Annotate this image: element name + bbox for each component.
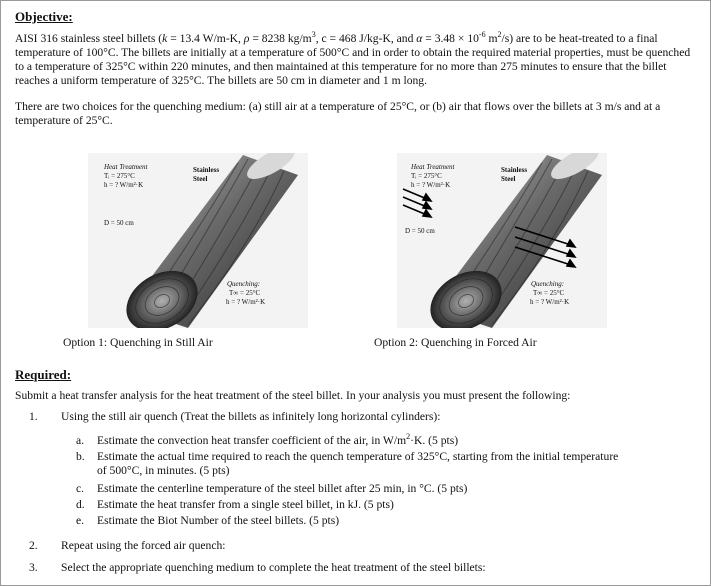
item-3-number: 3.	[29, 561, 38, 574]
item-1-number: 1.	[29, 410, 38, 423]
figure-forced-air	[397, 153, 607, 328]
material-label-line1: Stainless	[193, 166, 220, 174]
quenching-h: h = ? W/m²·K	[226, 298, 266, 306]
sub-item-e-letter: e.	[76, 514, 85, 527]
objective-paragraph-2: There are two choices for the quenching medium: (a) still air at a temperature of 25°C, or (b) air that flows over the billets at 3 m/s and at a temperature of 25°C.	[15, 100, 661, 127]
diameter-label: D = 50 cm	[405, 227, 435, 235]
quenching-title: Quenching:	[531, 280, 565, 288]
sub-item-d-text: Estimate the heat transfer from a single steel billet, in kJ. (5 pts)	[97, 498, 394, 511]
quenching-h: h = ? W/m²·K	[530, 298, 570, 306]
heat-treatment-temperature: Tᵢ = 275°C	[411, 172, 442, 180]
sub-item-c-letter: c.	[76, 482, 85, 495]
required-intro: Submit a heat transfer analysis for the heat treatment of the steel billet. In your analysis you must present the following:	[15, 389, 571, 402]
objective-heading: Objective:	[15, 9, 73, 24]
required-heading: Required:	[15, 367, 72, 382]
item-2-text: Repeat using the forced air quench:	[61, 539, 226, 552]
quenching-temperature: T∞ = 25°C	[229, 289, 261, 297]
quenching-title: Quenching:	[227, 280, 261, 288]
material-label-line2: Steel	[193, 175, 208, 183]
quenching-temperature: T∞ = 25°C	[533, 289, 565, 297]
item-3-text: Select the appropriate quenching medium to complete the heat treatment of the steel billets:	[61, 561, 486, 574]
figure-1-caption: Option 1: Quenching in Still Air	[63, 336, 213, 349]
sub-item-b-text-line1: Estimate the actual time required to reach the quench temperature of 325°C, starting from the initial temperature	[97, 450, 619, 463]
material-label-line2: Steel	[501, 175, 516, 183]
item-1-text: Using the still air quench (Treat the billets as infinitely long horizontal cylinders):	[61, 410, 441, 423]
heat-treatment-title: Heat Treatment	[411, 163, 455, 171]
heat-treatment-title: Heat Treatment	[104, 163, 148, 171]
heat-treatment-h: h = ? W/m²·K	[411, 181, 451, 189]
sub-item-b-text-line2: of 500°C, in minutes. (5 pts)	[97, 464, 230, 477]
figure-still-air	[88, 153, 308, 328]
sub-item-d-letter: d.	[76, 498, 85, 511]
heat-treatment-temperature: Tᵢ = 275°C	[104, 172, 135, 180]
objective-paragraph-1: AISI 316 stainless steel billets (k = 13.4 W/m-K, ρ = 8238 $kg/m^3$, c = 468 J/kg-K, and $\alpha = 3.48 \times 10^{-6}$ $m^2/s$) are to be heat-treated to a final temperature of 100°C. The billets are initially at a temperature of 500°C and in order to obtain the required material properties, must be quenched to a temperature of 325°C within 220 minutes, and then maintained at this temperature for no more than 275 minutes to ensure that the billet reaches a uniform temperature of 325°C. The billets are 50 cm in diameter and 1 m long.	[15, 30, 691, 87]
sub-item-e-text: Estimate the Biot Number of the steel billets. (5 pts)	[97, 514, 340, 527]
material-label-line1: Stainless	[501, 166, 528, 174]
figure-2-caption: Option 2: Quenching in Forced Air	[374, 336, 537, 349]
sub-item-b-letter: b.	[76, 450, 85, 463]
item-2-number: 2.	[29, 539, 38, 552]
sub-item-a-letter: a.	[76, 434, 85, 447]
sub-item-c-text: Estimate the centerline temperature of the steel billet after 25 min, in °C. (5 pts)	[97, 482, 468, 495]
sub-item-a-text: Estimate the convection heat transfer coefficient of the air, in $W/m^2\cdot K$. (5 pts)	[97, 432, 459, 447]
heat-treatment-h: h = ? W/m²·K	[104, 181, 144, 189]
diameter-label: D = 50 cm	[104, 219, 134, 227]
